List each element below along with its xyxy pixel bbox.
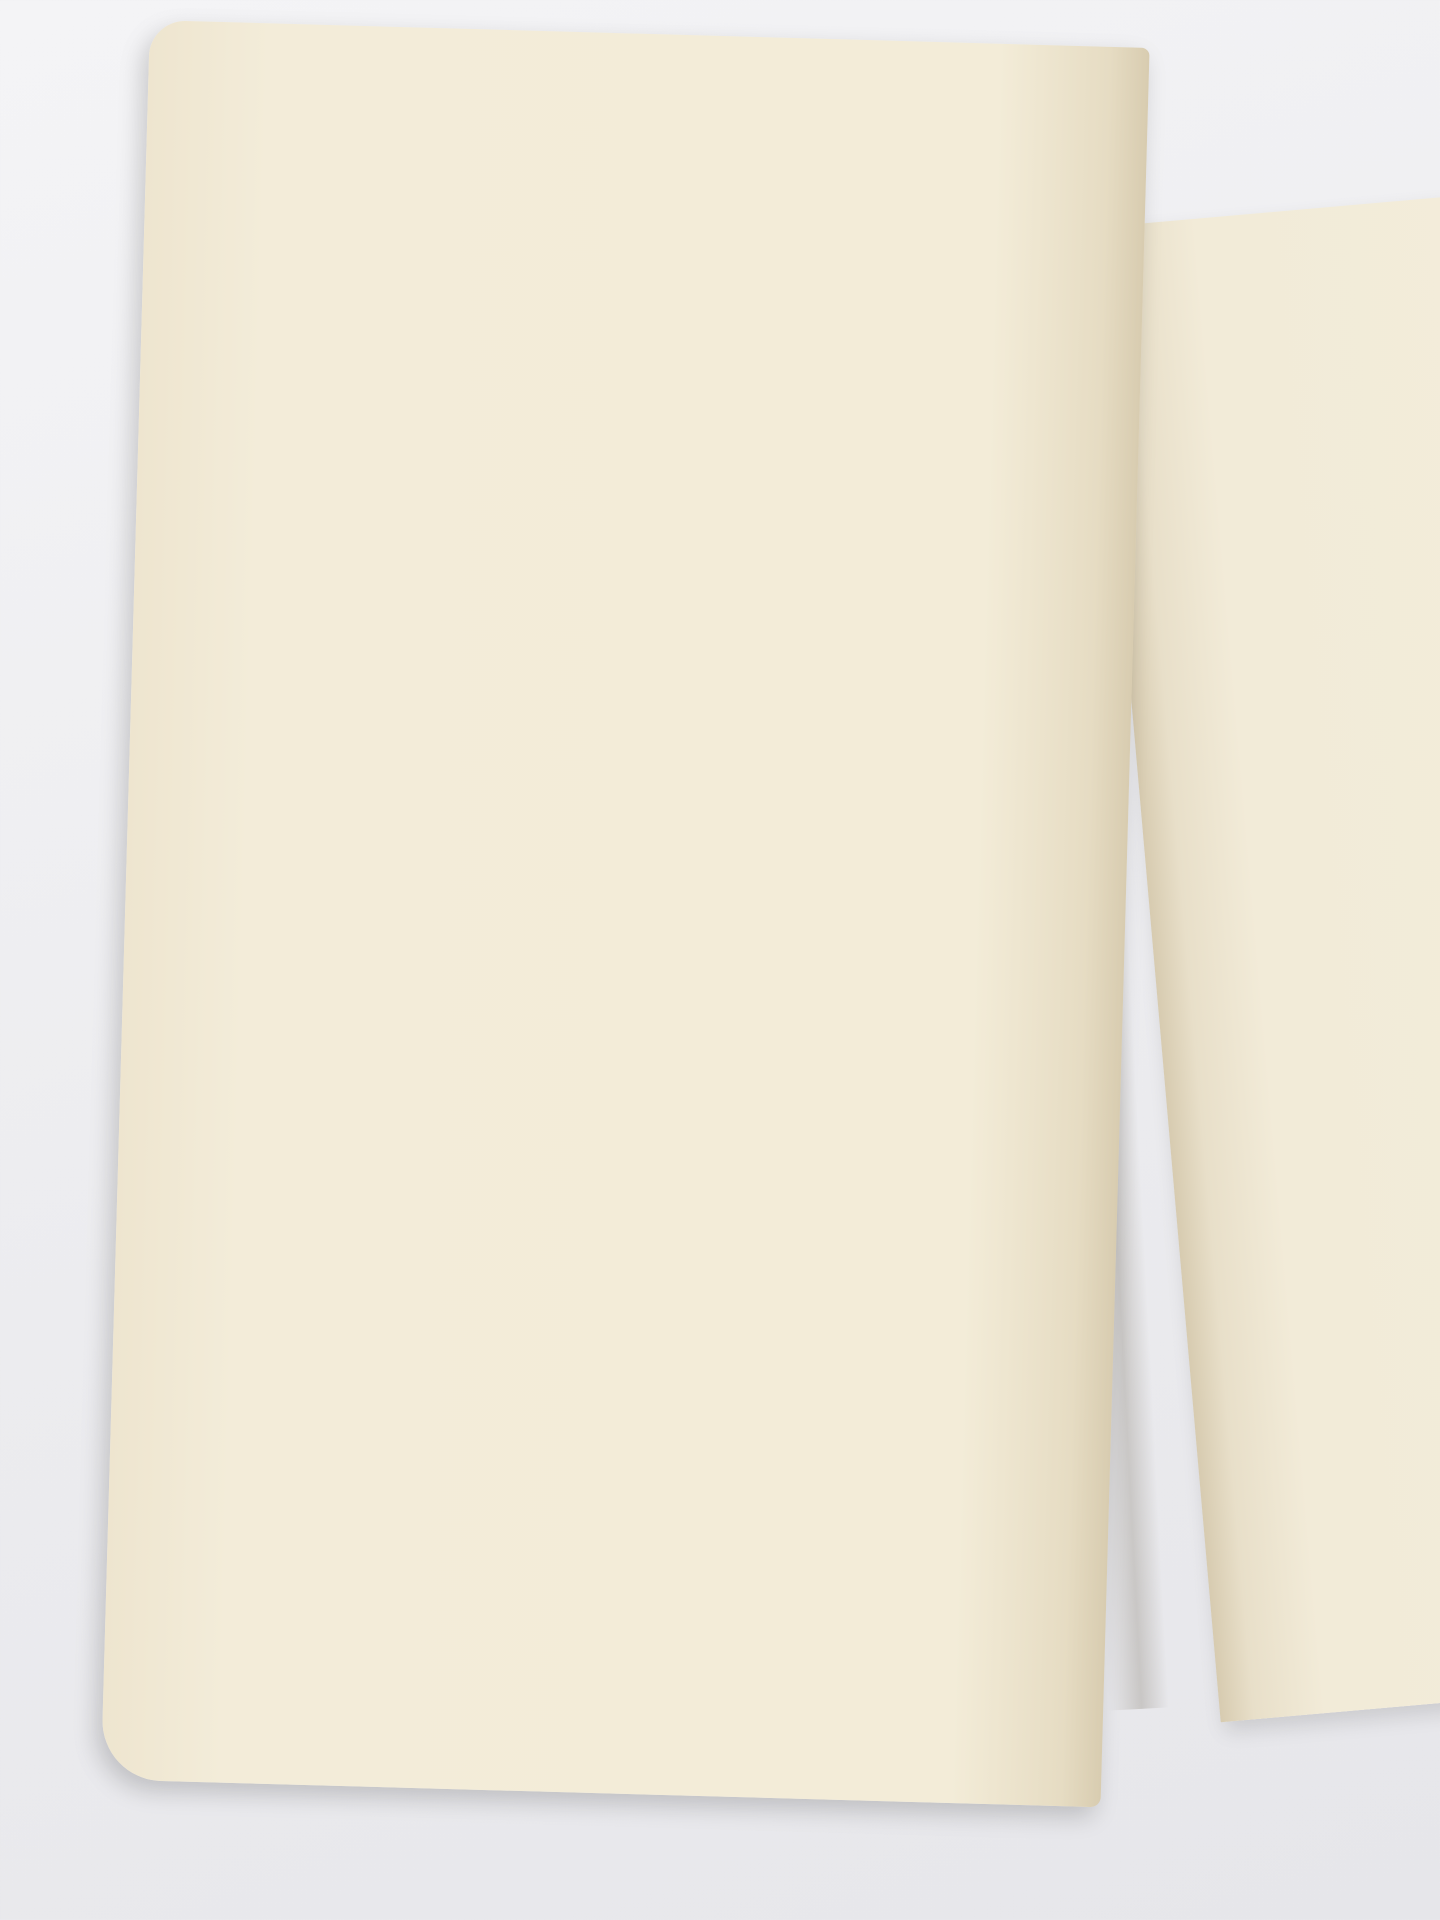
toc-section-2 [150, 20, 1150, 48]
left-page [101, 20, 1150, 1807]
toc-section [150, 20, 1150, 48]
